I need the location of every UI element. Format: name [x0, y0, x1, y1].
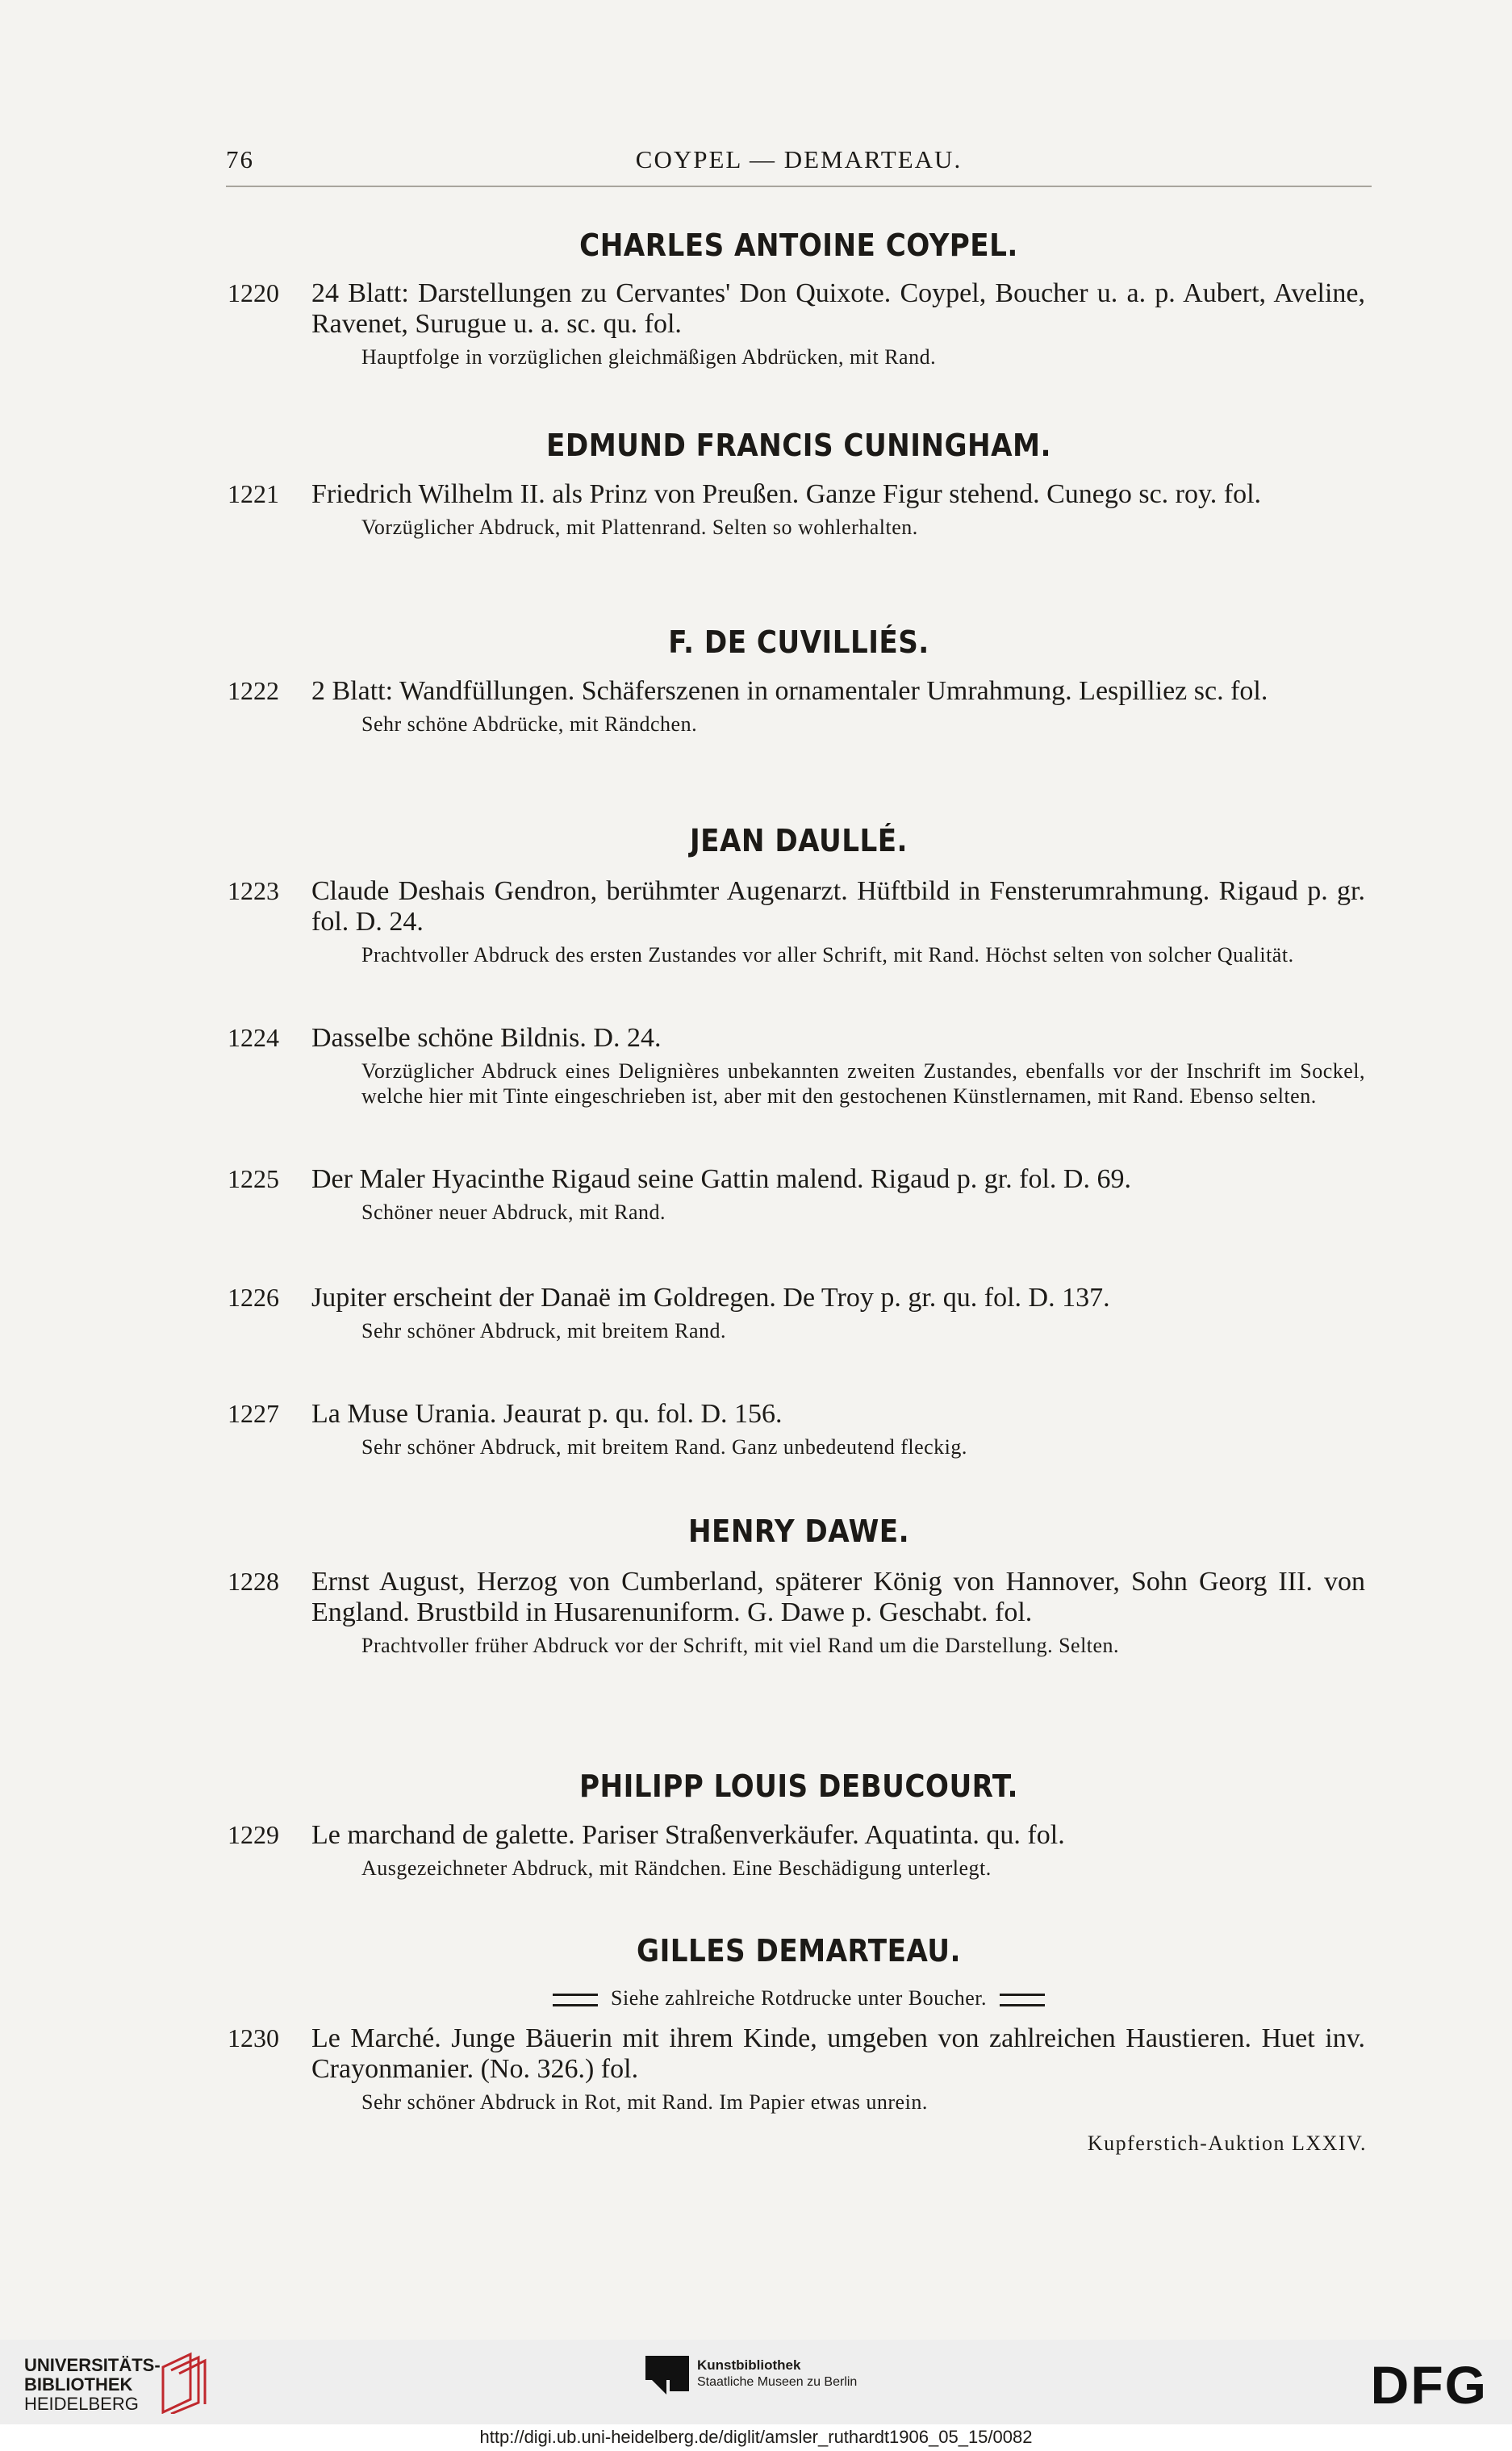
running-head	[226, 139, 1372, 179]
catalog-entry	[228, 479, 1365, 540]
kunstbibliothek-logo	[645, 2351, 858, 2400]
entry-note: Sehr schöner Abdruck, mit breitem Rand.	[361, 1319, 727, 1342]
entry-note: Hauptfolge in vorzüglichen gleichmäßigen Abdrücken, mit Rand.	[361, 345, 937, 369]
section-heading: CHARLES ANTOINE COYPEL.	[579, 228, 1018, 263]
entry-number: 1229	[228, 1820, 279, 1849]
section-heading: PHILIPP LOUIS DEBUCOURT.	[579, 1768, 1018, 1804]
double-rule-right	[1000, 1994, 1045, 2006]
entry-note: Sehr schöner Abdruck in Rot, mit Rand. Im Papier etwas unrein.	[361, 2090, 928, 2114]
catalog-entry	[228, 1023, 1365, 1109]
catalog-entry	[228, 876, 1365, 967]
catalog-entry	[228, 278, 1365, 370]
entry-note: Vorzüglicher Abdruck eines Delignières unbekannten zweiten Zustandes, ebenfalls vor der Inschrift im Sockel, welche hier mit Tinte eingeschrieben ist, aber mit den gestochenen Künstlernamen, mit Rand. Ebenso selten.	[361, 1059, 1365, 1108]
entry-number: 1221	[228, 479, 279, 508]
section-heading: JEAN DAULLÉ.	[690, 823, 908, 858]
ub-emblem-icon	[158, 2351, 208, 2414]
entry-text: Claude Deshais Gendron, berühmter Augenarzt. Hüftbild in Fensterumrahmung. Rigaud p. gr. fol. D. 24.	[311, 876, 1365, 937]
entry-text: 2 Blatt: Wandfüllungen. Schäferszenen in ornamentaler Umrahmung. Lespilliez sc. fol.	[311, 676, 1268, 706]
entry-number: 1225	[228, 1164, 279, 1193]
source-url-link[interactable]: http://digi.ub.uni-heidelberg.de/diglit/amsler_ruthardt1906_05_15/0082	[479, 2427, 1033, 2447]
ub-line-1: UNIVERSITÄTS-	[24, 2355, 161, 2375]
catalog-entry	[228, 1283, 1365, 1343]
entry-number: 1226	[228, 1283, 279, 1312]
catalog-entry	[228, 2023, 1365, 2115]
entry-note: Schöner neuer Abdruck, mit Rand.	[361, 1200, 666, 1224]
footline: Kupferstich-Auktion LXXIV.	[1087, 2132, 1367, 2155]
section-heading: EDMUND FRANCIS CUNINGHAM.	[546, 428, 1051, 463]
entry-note: Sehr schöner Abdruck, mit breitem Rand. Ganz unbedeutend fleckig.	[361, 1435, 967, 1459]
footer-bar	[0, 2340, 1512, 2451]
ub-heidelberg-logo	[24, 2356, 161, 2414]
entry-text: Jupiter erscheint der Danaë im Goldregen. De Troy p. gr. qu. fol. D. 137.	[311, 1283, 1110, 1313]
entry-text: Friedrich Wilhelm II. als Prinz von Preußen. Ganze Figur stehend. Cunego sc. roy. fol.	[311, 479, 1262, 509]
entry-text: Le marchand de galette. Pariser Straßenverkäufer. Aquatinta. qu. fol.	[311, 1820, 1065, 1850]
entry-text: La Muse Urania. Jeaurat p. qu. fol. D. 156.	[311, 1399, 783, 1429]
entry-text: Le Marché. Junge Bäuerin mit ihrem Kinde, umgeben von zahlreichen Haustieren. Huet inv. Crayonmanier. (No. 326.) fol.	[311, 2023, 1365, 2084]
entry-text: Der Maler Hyacinthe Rigaud seine Gattin malend. Rigaud p. gr. fol. D. 69.	[311, 1164, 1131, 1194]
entry-text: Dasselbe schöne Bildnis. D. 24.	[311, 1023, 662, 1053]
entry-text: Ernst August, Herzog von Cumberland, späterer König von Hannover, Sohn Georg III. von England. Brustbild in Husarenuniform. G. Dawe p. Geschabt. fol.	[311, 1567, 1365, 1627]
catalog-entry	[228, 1820, 1365, 1881]
section-heading: HENRY DAWE.	[687, 1514, 910, 1549]
entry-note: Prachtvoller früher Abdruck vor der Schrift, mit viel Rand um die Darstellung. Selten.	[361, 1634, 1120, 1657]
double-rule-left	[553, 1994, 598, 2006]
catalog-entry	[228, 676, 1365, 737]
cross-reference-text: Siehe zahlreiche Rotdrucke unter Boucher.	[611, 1986, 987, 2010]
entry-number: 1222	[228, 676, 279, 705]
section-heading: GILLES DEMARTEAU.	[637, 1933, 961, 1969]
entry-number: 1228	[228, 1567, 279, 1596]
entry-number: 1230	[228, 2023, 279, 2052]
ub-line-2: BIBLIOTHEK	[24, 2374, 133, 2395]
catalog-entry	[228, 1164, 1365, 1225]
catalog-entry	[228, 1567, 1365, 1658]
entry-number: 1227	[228, 1399, 279, 1428]
header-rule	[226, 186, 1372, 187]
entry-note: Vorzüglicher Abdruck, mit Plattenrand. Selten so wohlerhalten.	[361, 516, 918, 539]
running-head-title: COYPEL — DEMARTEAU.	[635, 145, 963, 173]
catalog-entry	[228, 1399, 1365, 1459]
kb-line-1: Kunstbibliothek	[697, 2357, 801, 2373]
section-heading: F. DE CUVILLIÉS.	[668, 624, 929, 660]
entry-number: 1220	[228, 278, 279, 307]
kunstbibliothek-emblem-icon	[645, 2351, 689, 2396]
ub-line-3: HEIDELBERG	[24, 2394, 139, 2414]
entry-number: 1224	[228, 1023, 279, 1052]
entry-text: 24 Blatt: Darstellungen zu Cervantes' Don Quixote. Coypel, Boucher u. a. p. Aubert, Aveline, Ravenet, Surugue u. a. sc. qu. fol.	[311, 278, 1365, 339]
entry-note: Sehr schöne Abdrücke, mit Rändchen.	[361, 712, 698, 736]
entry-note: Prachtvoller Abdruck des ersten Zustandes vor aller Schrift, mit Rand. Höchst selten von solcher Qualität.	[361, 943, 1294, 967]
cross-reference	[226, 1986, 1372, 2010]
dfg-logo: DFG	[1370, 2355, 1488, 2415]
page-number: 76	[226, 145, 254, 173]
kb-line-2: Staatliche Museen zu Berlin	[697, 2375, 858, 2389]
entry-number: 1223	[228, 876, 279, 905]
entry-note: Ausgezeichneter Abdruck, mit Rändchen. Eine Beschädigung unterlegt.	[361, 1856, 992, 1880]
